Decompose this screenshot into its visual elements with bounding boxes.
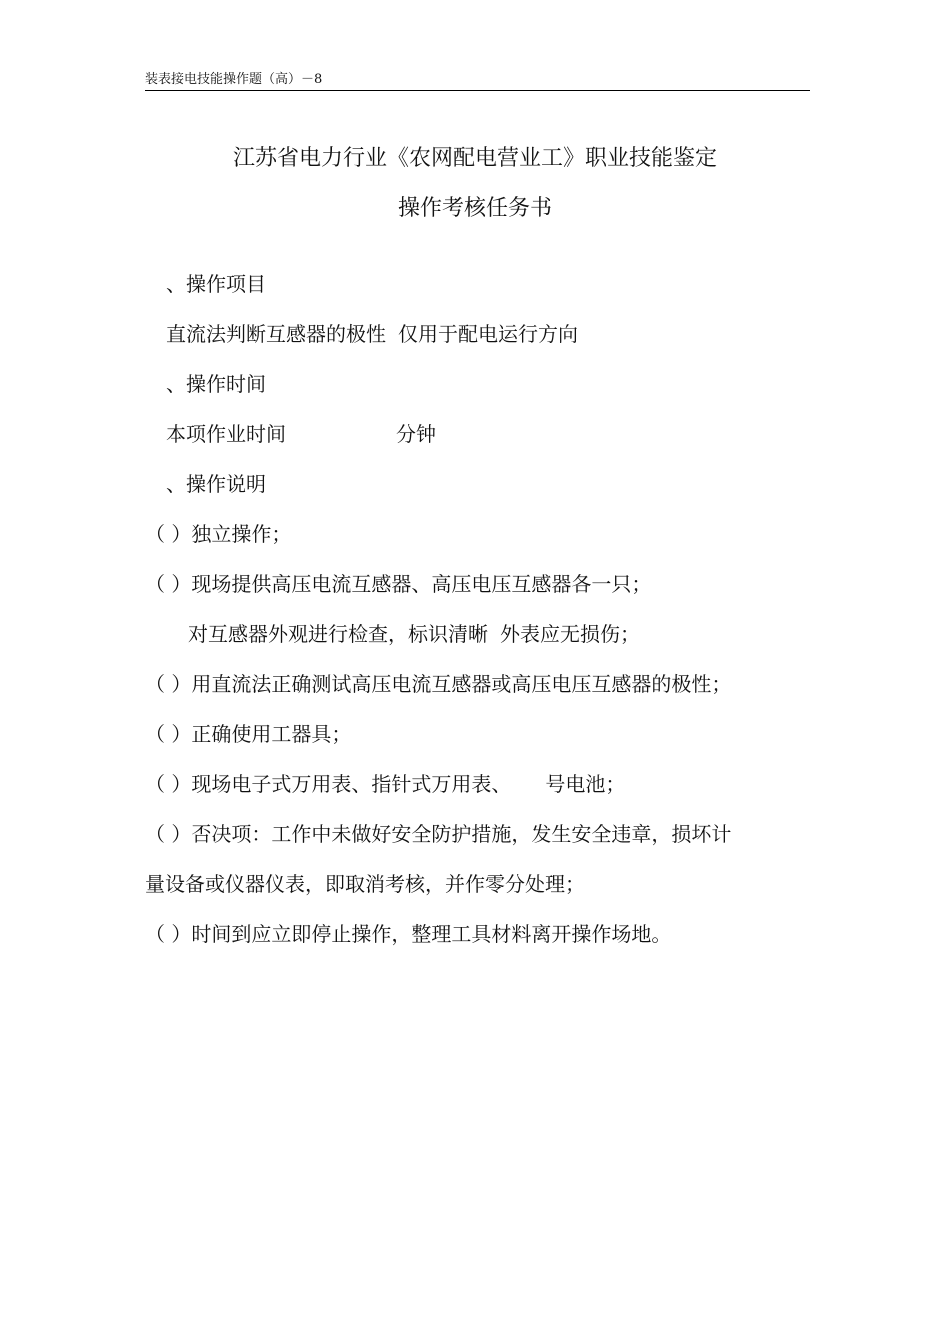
operation-time-heading: 、操作时间 — [166, 372, 266, 396]
instruction-3: （ ）用直流法正确测试高压电流互感器或高压电压互感器的极性； — [145, 672, 732, 696]
instruction-6-line-2: 量设备或仪器仪表，即取消考核，并作零分处理； — [145, 872, 585, 896]
instruction-7: （ ）时间到应立即停止操作，整理工具材料离开操作场地。 — [145, 922, 672, 946]
instruction-6-line-1: （ ）否决项：工作中未做好安全防护措施，发生安全违章，损坏计 — [145, 822, 732, 846]
document-title: 江苏省电力行业《农网配电营业工》职业技能鉴定 — [232, 146, 717, 171]
operation-description-heading: 、操作说明 — [166, 472, 266, 496]
instruction-5-a: （ ）现场电子式万用表、指针式万用表、 — [145, 772, 512, 796]
header-text: 装表接电技能操作题（高）－8 — [145, 72, 323, 87]
instruction-4: （ ）正确使用工器具； — [145, 722, 352, 746]
operation-time-label: 本项作业时间 — [166, 422, 286, 446]
instruction-5 — [145, 770, 625, 798]
operation-time-unit: 分钟 — [396, 422, 436, 446]
operation-item-text — [166, 320, 578, 348]
instruction-2-sub-a: 对互感器外观进行检查，标识清晰 — [188, 622, 488, 646]
instruction-1: （ ）独立操作； — [145, 522, 292, 546]
instruction-5-b: 号电池； — [545, 772, 626, 796]
operation-item-heading: 、操作项目 — [166, 272, 266, 296]
operation-item-text-b: 仅用于配电运行方向 — [398, 322, 578, 346]
page-header — [145, 72, 810, 91]
operation-time-text — [166, 420, 436, 448]
document-subtitle: 操作考核任务书 — [397, 196, 552, 221]
operation-item-text-a: 直流法判断互感器的极性 — [166, 322, 386, 346]
instruction-2-sub — [188, 620, 640, 648]
instruction-2-sub-b: 外表应无损伤； — [500, 622, 640, 646]
instruction-2: （ ）现场提供高压电流互感器、高压电压互感器各一只； — [145, 572, 652, 596]
